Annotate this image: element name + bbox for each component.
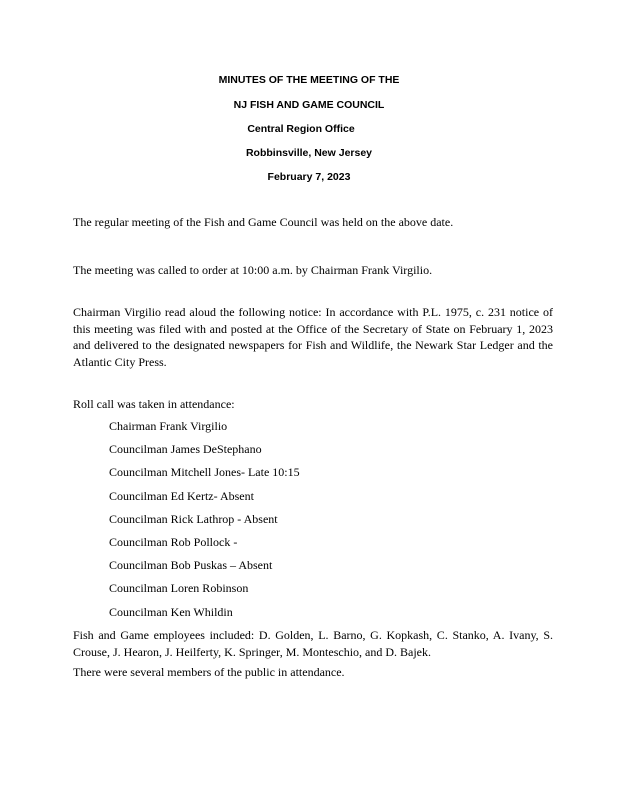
list-item: Councilman Rick Lathrop - Absent	[109, 511, 278, 526]
roll-call-list	[109, 418, 300, 627]
list-item: Councilman Mitchell Jones- Late 10:15	[109, 465, 300, 480]
roll-call-label: Roll call was taken in attendance:	[73, 397, 235, 411]
heading-location: Robbinsville, New Jersey	[245, 147, 373, 159]
list-item: Chairman Frank Virgilio	[109, 419, 228, 433]
list-item: Councilman Rob Pollock -	[109, 534, 238, 549]
heading-date: February 7, 2023	[267, 171, 351, 183]
list-item: Councilman Ken Whildin	[109, 604, 233, 619]
list-item: Councilman Bob Puskas – Absent	[109, 558, 273, 573]
list-item: Councilman Ed Kertz- Absent	[109, 488, 254, 503]
called-to-order-paragraph: The meeting was called to order at 10:00 a.m. by Chairman Frank Virgilio.	[73, 263, 433, 277]
public-paragraph: There were several members of the public in attendance.	[73, 665, 345, 679]
heading-office: Central Region Office	[247, 123, 355, 135]
heading-council: NJ FISH AND GAME COUNCIL	[233, 99, 385, 111]
employees-paragraph: Fish and Game employees included: D. Golden, L. Barno, G. Kopkash, C. Stanko, A. Ivany, S. Crouse, J. Hearon, J. Heilferty, K. Springer, M. Monteschio, and D. Bajek.	[73, 628, 553, 659]
list-item: Councilman James DeStephano	[109, 442, 262, 457]
intro-paragraph: The regular meeting of the Fish and Game Council was held on the above date.	[73, 215, 454, 229]
heading-title: MINUTES OF THE MEETING OF THE	[218, 74, 400, 86]
list-item: Councilman Loren Robinson	[109, 581, 249, 596]
notice-paragraph: Chairman Virgilio read aloud the following notice: In accordance with P.L. 1975, c. 231 notice of this meeting was filed with and posted at the Office of the Secretary of State on February 1, 2023 and delivered to the designated newspapers for Fish and Wildlife, the Newark Star Ledger and the Atlantic City Press.	[73, 305, 553, 369]
